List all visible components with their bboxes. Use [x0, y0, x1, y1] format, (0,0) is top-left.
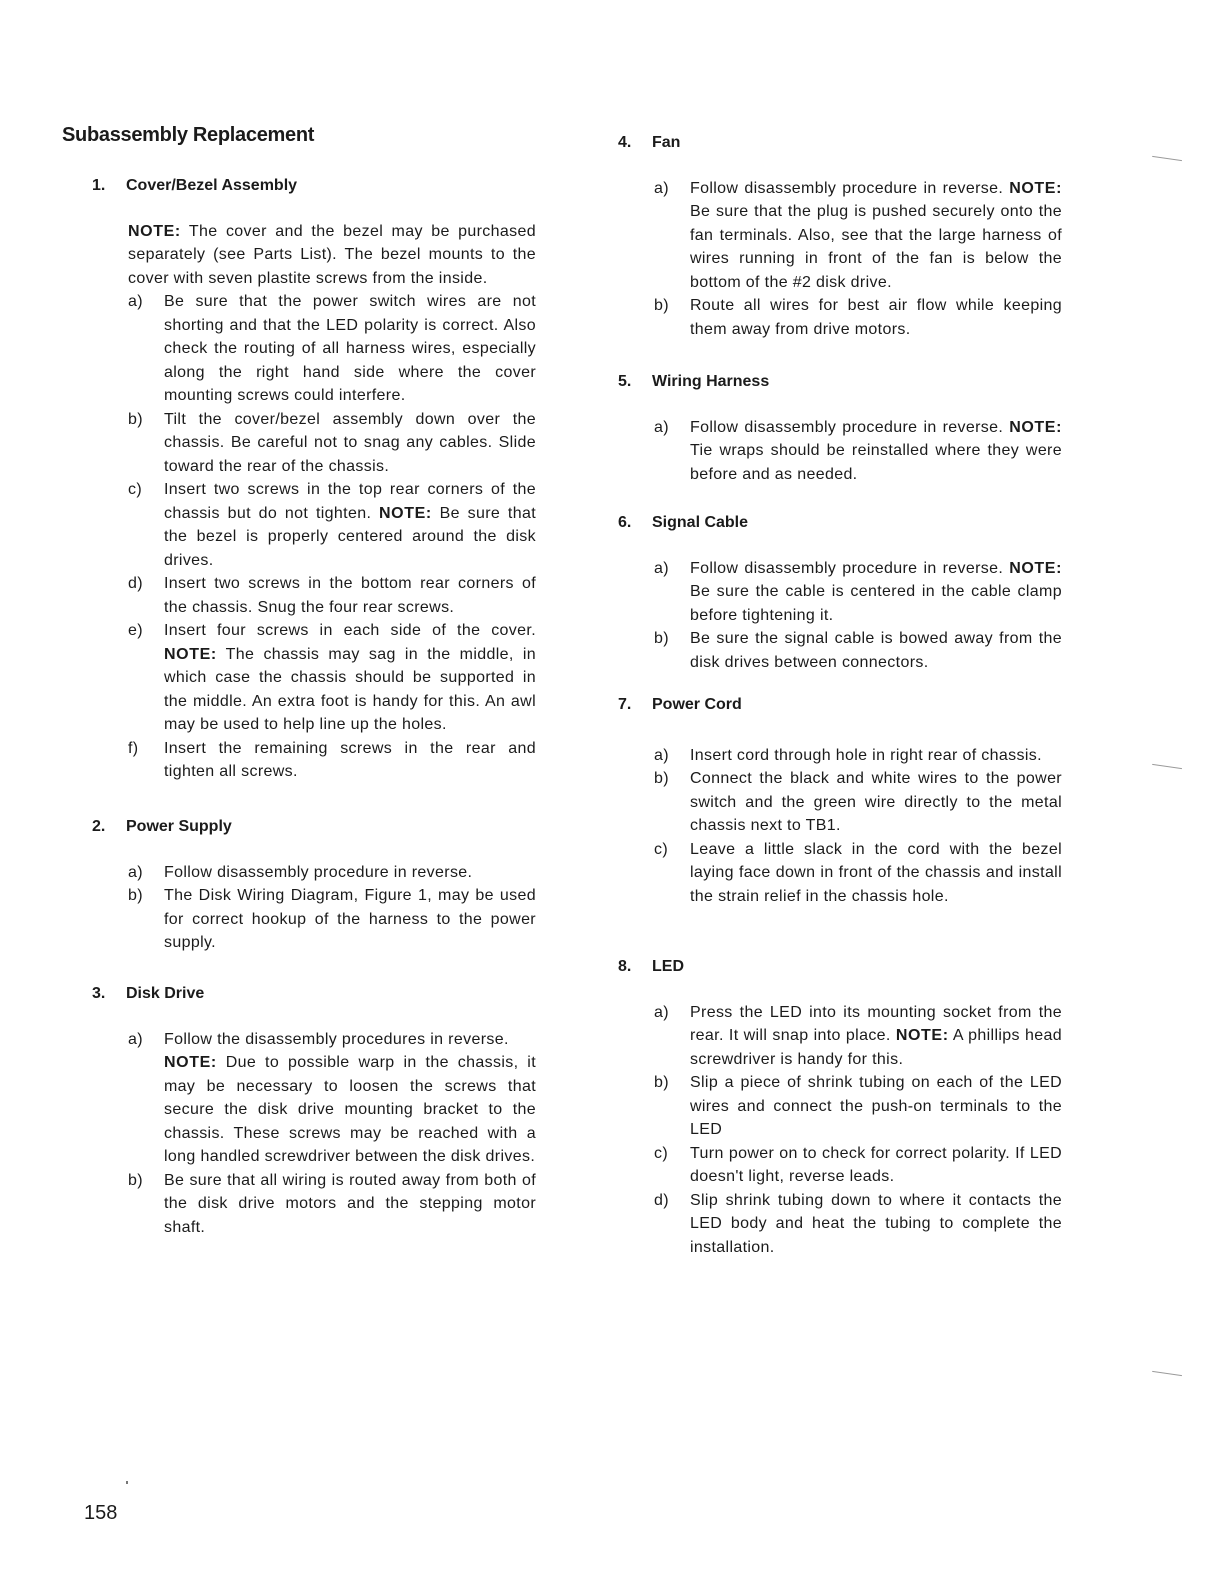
- note-label: NOTE:: [1009, 559, 1063, 577]
- item-letter: d): [128, 575, 143, 592]
- item-letter: a): [128, 293, 143, 310]
- item-text: Be sure that all wiring is routed away from both of the disk drive motors and the stepping motor shaft.: [164, 1171, 536, 1236]
- item-letter: d): [654, 1191, 669, 1209]
- item-text: Insert two screws in the bottom rear corners of the chassis. Snug the four rear screws.: [164, 575, 536, 616]
- section-number: 2.: [92, 818, 106, 835]
- list-item: [654, 627, 1062, 674]
- list-item: [128, 572, 536, 619]
- item-letter: a): [654, 179, 669, 197]
- scan-dot: [126, 1481, 128, 1484]
- item-letter: b): [128, 887, 143, 904]
- item-letter: b): [654, 1074, 669, 1091]
- section-number: 8.: [618, 958, 632, 975]
- intro-text: The cover and the bezel may be purchased separately (see Parts List). The bezel mounts to the cover with seven plastite screws from the inside.: [128, 222, 536, 287]
- item-letter: e): [128, 622, 143, 639]
- note-label: NOTE:: [164, 1054, 217, 1071]
- item-text: Insert cord through hole in right rear of chassis.: [690, 746, 1042, 764]
- list-item: [128, 884, 536, 955]
- section-heading: [618, 693, 1062, 717]
- item-letter: c): [654, 840, 669, 858]
- item-text: Leave a little slack in the cord with the bezel laying face down in front of the chassis and install the strain relief in the chassis hole.: [690, 840, 1062, 905]
- item-text: Tilt the cover/bezel assembly down over the chassis. Be careful not to snag any cables. Slide toward the rear of the chassis.: [164, 410, 536, 475]
- list-item: [654, 1071, 1062, 1142]
- section-number: 5.: [618, 373, 632, 390]
- item-letter: f): [128, 739, 139, 757]
- section-signal-cable: [618, 511, 1062, 674]
- list-item: [654, 557, 1062, 628]
- list-item: [128, 1028, 536, 1169]
- section-title: Fan: [652, 134, 681, 151]
- item-text-main: Follow disassembly procedure in reverse.: [690, 179, 1004, 197]
- list-item: [654, 416, 1062, 487]
- item-text: [164, 619, 536, 737]
- section-led: [618, 955, 1062, 1259]
- item-text: Slip shrink tubing down to where it contacts the LED body and heat the tubing to complete the installation.: [690, 1191, 1062, 1256]
- item-text: [164, 1028, 536, 1169]
- section-heading: [92, 174, 536, 198]
- section-heading: [618, 955, 1062, 979]
- section-heading: [618, 511, 1062, 535]
- item-text-main: Press the LED into its mounting socket from the rear. It will snap into place.: [690, 1003, 1062, 1044]
- item-letter: b): [654, 297, 669, 314]
- list-item: [654, 1001, 1062, 1072]
- list-item: [128, 737, 536, 784]
- item-letter: c): [128, 481, 143, 498]
- note-label: NOTE:: [164, 645, 217, 663]
- item-text: [690, 1001, 1062, 1072]
- note-label: NOTE:: [1009, 179, 1063, 197]
- section-heading: [92, 815, 536, 839]
- note-label: NOTE:: [895, 1027, 949, 1044]
- section-heading: [618, 370, 1062, 394]
- list-item: [654, 767, 1062, 838]
- section-heading: [92, 982, 536, 1006]
- list-item: [654, 294, 1062, 341]
- section-title: Power Supply: [126, 818, 232, 835]
- item-letter: a): [654, 1003, 669, 1021]
- page-title: Subassembly Replacement: [62, 124, 315, 146]
- item-text: [690, 177, 1062, 295]
- item-text: [690, 416, 1062, 487]
- item-text-main: Follow disassembly procedure in reverse.: [690, 418, 1004, 436]
- scan-mark: [1152, 764, 1182, 770]
- item-note: Be sure the cable is centered in the cable clamp before tightening it.: [690, 583, 1062, 624]
- section-intro: [128, 220, 536, 291]
- list-item: [654, 1142, 1062, 1189]
- list-item: [128, 290, 536, 408]
- section-title: Wiring Harness: [652, 373, 770, 390]
- section-title: Power Cord: [652, 696, 742, 713]
- item-letter: b): [654, 630, 669, 647]
- section-cover-bezel: [92, 174, 536, 784]
- list-item: [128, 619, 536, 737]
- page-number: 158: [84, 1502, 118, 1524]
- scan-mark: [1152, 1371, 1182, 1377]
- note-label: NOTE:: [1009, 418, 1063, 436]
- item-text-main: Insert four screws in each side of the cover.: [164, 622, 536, 639]
- list-item: [654, 1189, 1062, 1260]
- section-number: 7.: [618, 696, 632, 713]
- item-text: Route all wires for best air flow while keeping them away from drive motors.: [690, 297, 1062, 338]
- section-power-supply: [92, 815, 536, 955]
- scan-mark: [1152, 156, 1182, 162]
- item-text: The Disk Wiring Diagram, Figure 1, may be used for correct hookup of the harness to the power supply.: [164, 887, 536, 951]
- section-number: 4.: [618, 134, 632, 151]
- list-item: [128, 1169, 536, 1240]
- section-heading: [618, 131, 1062, 155]
- note-label: NOTE:: [128, 222, 181, 240]
- item-text: Be sure that the power switch wires are not shorting and that the LED polarity is correct. Also check the routing of all harness wires, especially along the right hand side where the cover mounting screws could interfere.: [164, 293, 536, 404]
- section-power-cord: [618, 693, 1062, 908]
- section-number: 6.: [618, 514, 632, 531]
- list-item: [654, 744, 1062, 768]
- section-wiring-harness: [618, 370, 1062, 486]
- section-title: Signal Cable: [652, 514, 749, 531]
- list-item: [128, 478, 536, 572]
- item-text: Slip a piece of shrink tubing on each of the LED wires and connect the push-on terminals to the LED: [690, 1074, 1062, 1138]
- section-number: 1.: [92, 177, 106, 194]
- item-letter: b): [654, 770, 669, 787]
- item-text: Turn power on to check for correct polarity. If LED doesn't light, reverse leads.: [690, 1144, 1062, 1185]
- list-item: [654, 177, 1062, 295]
- item-letter: a): [654, 418, 669, 436]
- section-title: LED: [652, 958, 684, 975]
- note-label: NOTE:: [379, 504, 432, 522]
- item-text: Insert the remaining screws in the rear and tighten all screws.: [164, 739, 536, 780]
- item-letter: a): [654, 746, 669, 764]
- item-text: Be sure the signal cable is bowed away from the disk drives between connectors.: [690, 630, 1062, 671]
- item-text: [690, 557, 1062, 628]
- section-number: 3.: [92, 985, 106, 1002]
- item-letter: c): [654, 1144, 669, 1162]
- section-fan: [618, 131, 1062, 341]
- item-note: Be sure that the bezel is properly centered around the disk drives.: [164, 504, 537, 569]
- list-item: [654, 838, 1062, 909]
- list-item: [128, 408, 536, 479]
- item-note: A phillips head screwdriver is handy for this.: [690, 1027, 1062, 1068]
- item-note: Tie wraps should be reinstalled where they were before and as needed.: [690, 442, 1062, 483]
- item-note: The chassis may sag in the middle, in which case the chassis should be supported in the middle. An extra foot is handy for this. An awl may be used to help line up the holes.: [164, 645, 536, 733]
- section-title: Cover/Bezel Assembly: [126, 177, 298, 194]
- item-letter: a): [128, 1030, 143, 1048]
- item-text: Follow disassembly procedure in reverse.: [164, 863, 473, 881]
- item-text-main: Insert two screws in the top rear corners of the chassis but do not tighten.: [164, 481, 536, 522]
- item-letter: b): [128, 1171, 143, 1189]
- list-item: [128, 861, 536, 885]
- section-title: Disk Drive: [126, 985, 205, 1002]
- item-letter: a): [654, 559, 669, 577]
- item-note: Be sure that the plug is pushed securely onto the fan terminals. Also, see that the large harness of wires running in front of the fan is below the bottom of the #2 disk drive.: [690, 203, 1062, 291]
- item-letter: a): [128, 863, 143, 881]
- item-text-main: Follow disassembly procedure in reverse.: [690, 559, 1004, 577]
- item-text-main: Follow the disassembly procedures in reverse.: [164, 1030, 509, 1048]
- item-text: [164, 478, 536, 572]
- item-letter: b): [128, 410, 143, 428]
- item-text: Connect the black and white wires to the power switch and the green wire directly to the metal chassis next to TB1.: [690, 770, 1062, 834]
- section-disk-drive: [92, 982, 536, 1239]
- item-note: Due to possible warp in the chassis, it may be necessary to loosen the screws that secure the disk drive mounting bracket to the chassis. These screws may be reached with a long handled screwdriver between the disk drives.: [164, 1054, 536, 1165]
